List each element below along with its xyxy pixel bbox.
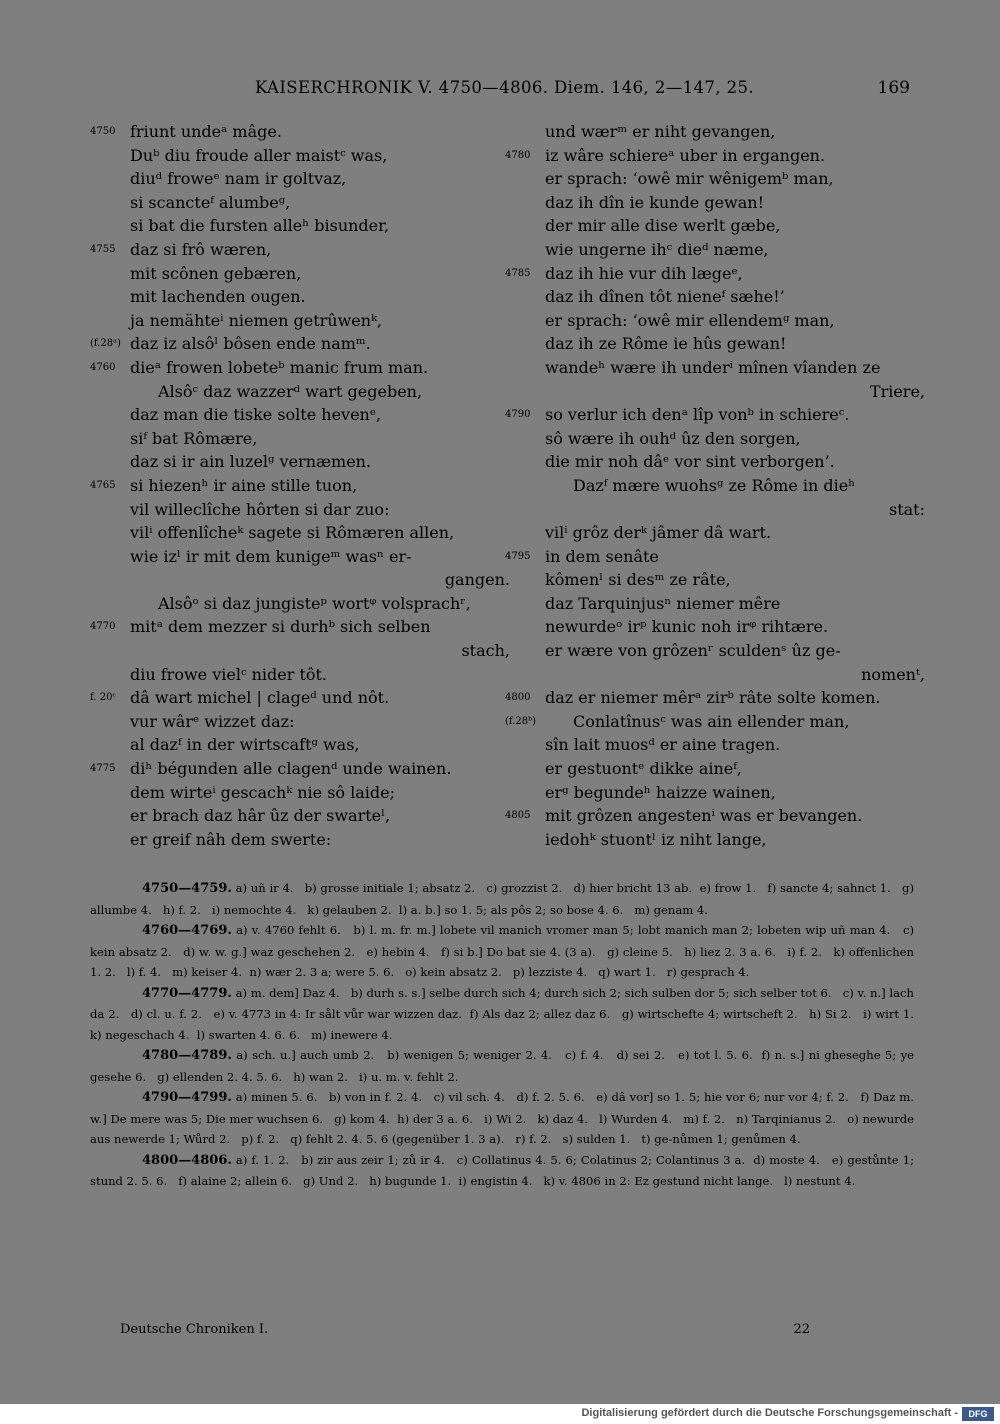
verse-line xyxy=(505,285,925,309)
footnote-block xyxy=(90,1087,918,1150)
line-number: 4760 xyxy=(90,361,116,373)
verse-line xyxy=(505,214,925,238)
verse-text: vilⁱ offenlîcheᵏ sagete si Rômæren allen, xyxy=(130,523,455,543)
line-number: (f.28ᵃ) xyxy=(90,338,121,350)
verse-line xyxy=(505,191,925,215)
verse-text: Conlatînusᶜ was ain ellender man, xyxy=(573,711,850,731)
verse-text: wandeʰ wære ih underⁱ mînen vîanden ze xyxy=(545,357,881,377)
verse-line xyxy=(90,663,510,687)
verse-line xyxy=(90,309,510,333)
verse-text: vilⁱ grôz derᵏ jâmer dâ wart. xyxy=(545,523,772,543)
verse-text: Alsôᵒ si daz jungisteᵖ wortᵠ volsprachʳ, xyxy=(158,593,471,613)
verse-line xyxy=(90,828,510,852)
verse-line xyxy=(505,450,925,474)
verse-line xyxy=(90,450,510,474)
verse-line xyxy=(505,592,925,616)
verse-line xyxy=(505,403,925,427)
verse-line xyxy=(505,474,925,498)
verse-text: Dazᶠ mære wuohsᵍ ze Rôme in dieʰ xyxy=(573,475,856,495)
verse-text: mit lachenden ougen. xyxy=(130,287,306,307)
verse-line xyxy=(90,380,510,404)
verse-text: iz wâre schiereᵃ uber in ergangen. xyxy=(545,145,826,165)
verse-text: mitᵃ dem mezzer si durhᵇ sich selben xyxy=(130,617,431,637)
verse-line xyxy=(505,498,925,522)
footnote-block xyxy=(90,920,918,983)
verse-line xyxy=(505,828,925,852)
verse-text: so verlur ich denᵃ lîp vonᵇ in schiereᶜ. xyxy=(545,405,850,425)
verse-text: er gestuontᵉ dikke aineᶠ, xyxy=(545,759,742,779)
verse-line xyxy=(90,545,510,569)
signature-mark: 22 xyxy=(793,1322,810,1337)
verse-line xyxy=(90,757,510,781)
verse-line xyxy=(90,568,510,592)
verse-line xyxy=(505,545,925,569)
line-number: (f.28ᵇ) xyxy=(505,715,537,727)
verse-text: Alsôᶜ daz wazzerᵈ wart gegeben, xyxy=(158,381,423,401)
footnote-block xyxy=(90,983,926,1046)
verse-line xyxy=(90,120,510,144)
footnote-range: 4770—4779. xyxy=(142,985,232,1001)
footer-series-title: Deutsche Chroniken I. xyxy=(120,1322,269,1337)
verse-text: mit grôzen angestenⁱ was er bevangen. xyxy=(545,806,863,826)
verse-text: ja nemähteⁱ niemen getrûwenᵏ, xyxy=(130,310,382,330)
verse-text: er brach daz hâr ûz der swarteˡ, xyxy=(130,806,391,826)
verse-line xyxy=(90,262,510,286)
verse-line xyxy=(505,615,925,639)
footnote-text: a) sch. u.] auch umb 2. b) wenigen 5; weniger 2. 4. c) f. 4. d) sei 2. e) tot l. 5. 6. f) n. s.] ni gheseghe 5; ye gesehe 6. g) ellenden 2. 4. 5. 6. h) wan 2. i) u. m. v. fehlt 2. xyxy=(90,1048,918,1084)
verse-line xyxy=(90,498,510,522)
verse-line xyxy=(90,238,510,262)
left-text-column xyxy=(90,120,510,851)
verse-line xyxy=(90,733,510,757)
verse-text: er wære von grôzenʳ sculdenˢ ûz ge- xyxy=(545,641,841,661)
verse-text: er greif nâh dem swerte: xyxy=(130,829,332,849)
line-number: 4770 xyxy=(90,621,116,633)
verse-line xyxy=(90,474,510,498)
dfg-logo[interactable]: DFG xyxy=(962,1407,994,1421)
verse-line xyxy=(505,309,925,333)
verse-line xyxy=(505,733,925,757)
verse-line xyxy=(90,639,510,663)
verse-line xyxy=(90,781,510,805)
verse-line xyxy=(90,167,510,191)
verse-line xyxy=(90,403,510,427)
verse-line xyxy=(505,804,925,828)
verse-text: die mir noh dâᵉ vor sint verborgen’. xyxy=(545,452,835,472)
dfg-funding-bar xyxy=(0,1404,1000,1424)
running-header xyxy=(0,78,1000,102)
verse-line xyxy=(505,710,925,734)
verse-text: vur wârᵉ wizzet daz: xyxy=(130,711,295,731)
verse-text: dâ wart michel | clageᵈ und nôt. xyxy=(130,688,390,708)
verse-line xyxy=(90,804,510,828)
verse-text: dem wirteⁱ gescachᵏ nie sô laide; xyxy=(130,782,396,802)
footnote-range: 4800—4806. xyxy=(142,1152,232,1168)
verse-text: und wærᵐ er niht gevangen, xyxy=(545,122,776,141)
verse-line xyxy=(505,238,925,262)
verse-text: nomenᵗ, xyxy=(861,664,925,684)
verse-text: er sprach: ‘owê mir ellendemᵍ man, xyxy=(545,310,835,330)
footnote-text: a) m. dem] Daz 4. b) durh s. s.] selbe durch sich 4; durch sich 2; sich sulben dor 5; sich selber tot 6. c) v. n.] lach da 2. d) cl. u. f. 2. e) v. 4773 in 4: Ir sålt vůr war wizzen daz. f) Als daz 2; allez daz 6. g) wirtschefte 4; wirtscheft 2. h) Si 2. i) wirt 1. k) negeschach 4. l) swarten 4. 6. 6. m) inewere 4. xyxy=(90,985,926,1042)
verse-line xyxy=(505,120,925,144)
verse-line xyxy=(90,686,510,710)
verse-text: er sprach: ‘owê mir wênigemᵇ man, xyxy=(545,169,834,189)
verse-text: daz si ir ain luzelᵍ vernæmen. xyxy=(130,452,372,472)
verse-text: si scancteᶠ alumbeᵍ, xyxy=(130,192,291,212)
verse-text: diʰ bégunden alle clagenᵈ unde wainen. xyxy=(130,759,452,779)
dfg-funding-text: Digitalisierung gefördert durch die Deutsche Forschungsgemeinschaft - xyxy=(581,1407,958,1419)
verse-text: vil willeclîche hôrten si dar zuo: xyxy=(130,499,390,519)
verse-line xyxy=(90,356,510,380)
verse-text: si bat die fursten alleʰ bisunder, xyxy=(130,216,390,236)
running-title: KAISERCHRONIK V. 4750—4806. Diem. 146, 2—147, 25. xyxy=(255,78,755,97)
verse-line xyxy=(90,521,510,545)
verse-text: daz ih dîn ie kunde gewan! xyxy=(545,192,765,212)
verse-line xyxy=(505,639,925,663)
verse-text: si hiezenʰ ir aine stille tuon, xyxy=(130,475,358,495)
footnote-text: a) uñ ir 4. b) grosse initiale 1; absatz 2. c) grozzist 2. d) hier bricht 13 ab. e) frow 1. f) sancte 4; sahnct 1. g) allumbe 4. h) f. 2. i) nemochte 4. k) gelauben 2. l) a. b.] so 1. 5; als pôs 2; so bose 4. 6. m) genam 4. xyxy=(90,881,918,917)
line-number: 4780 xyxy=(505,149,531,161)
verse-text: daz iz alsôˡ bôsen ende namᵐ. xyxy=(130,334,371,354)
footnote-range: 4760—4769. xyxy=(142,923,232,938)
footnote-range: 4780—4789. xyxy=(142,1048,232,1063)
footnote-block xyxy=(90,1045,918,1087)
line-number: 4795 xyxy=(505,550,531,562)
verse-line xyxy=(505,380,925,404)
line-number: 4750 xyxy=(90,126,116,137)
verse-text: daz Tarquinjusⁿ niemer mêre xyxy=(545,593,781,613)
footnote-range: 4790—4799. xyxy=(142,1090,232,1105)
verse-line xyxy=(90,144,510,168)
right-text-column xyxy=(505,120,925,851)
page-number: 169 xyxy=(877,78,910,98)
line-number: 4755 xyxy=(90,243,116,255)
verse-line xyxy=(90,592,510,616)
verse-text: al dazᶠ in der wirtscaftᵍ was, xyxy=(130,735,360,755)
verse-text: newurdeᵒ irᵖ kunic noh irᵠ rihtære. xyxy=(545,617,829,637)
verse-line xyxy=(90,214,510,238)
footnote-block xyxy=(90,878,918,920)
verse-text: daz ih hie vur dih lægeᵉ, xyxy=(545,263,743,283)
footnote-text: a) f. 1. 2. b) zir aus zeir 1; zů ir 4. c) Collatinus 4. 5. 6; Colatinus 2; Colantinus 3 a. d) moste 4. e) gestůnte 1; stund 2. 5. 6. f) alaine 2; allein 6. g) Und 2. h) bugunde 1. i) engistin 4. k) v. 4806 in 2: Ez gestund nicht lange. l) nestunt 4. xyxy=(90,1152,918,1188)
verse-text: wie ungerne ihᶜ dieᵈ næme, xyxy=(545,239,769,259)
verse-text: sô wære ih ouhᵈ ûz den sorgen, xyxy=(545,428,801,448)
verse-line xyxy=(505,781,925,805)
footnote-block xyxy=(90,1150,918,1192)
verse-line xyxy=(90,615,510,639)
verse-line xyxy=(90,427,510,451)
line-number: 4800 xyxy=(505,692,531,704)
critical-apparatus xyxy=(90,878,926,1192)
verse-text: wie izˡ ir mit dem kunigeᵐ wasⁿ er- xyxy=(130,546,412,566)
verse-line xyxy=(505,757,925,781)
verse-text: diuᵈ froweᵉ nam ir goltvaz, xyxy=(130,169,347,189)
verse-line xyxy=(90,191,510,215)
verse-line xyxy=(90,332,510,356)
verse-line xyxy=(90,285,510,309)
line-number: 4765 xyxy=(90,479,116,491)
verse-text: Triere, xyxy=(869,381,925,401)
verse-text: dieᵃ frowen lobeteᵇ manic frum man. xyxy=(130,357,429,377)
verse-line xyxy=(505,427,925,451)
verse-line xyxy=(505,686,925,710)
verse-text: diu frowe vielᶜ nider tôt. xyxy=(130,664,328,684)
verse-line xyxy=(505,262,925,286)
verse-line xyxy=(90,710,510,734)
page-footer xyxy=(120,1322,810,1342)
line-number: 4775 xyxy=(90,763,116,775)
verse-text: kômenˡ si desᵐ ze râte, xyxy=(545,570,731,590)
verse-line xyxy=(505,144,925,168)
verse-line xyxy=(505,521,925,545)
verse-text: stat: xyxy=(889,499,925,519)
line-number: f. 20ᶜ xyxy=(90,692,116,704)
line-number: 4785 xyxy=(505,267,531,279)
verse-line xyxy=(505,356,925,380)
verse-text: iedohᵏ stuontˡ iz niht lange, xyxy=(545,829,767,849)
verse-line xyxy=(505,663,925,687)
verse-text: daz ih ze Rôme ie hûs gewan! xyxy=(545,334,787,354)
verse-text: daz ih dînen tôt nieneᶠ sæhe!’ xyxy=(545,287,785,307)
verse-line xyxy=(505,568,925,592)
verse-text: mit scônen gebæren, xyxy=(130,263,302,283)
verse-text: sîn lait muosᵈ er aine tragen. xyxy=(545,735,781,755)
verse-text: friunt undeᵃ mâge. xyxy=(130,122,282,141)
verse-text: stach, xyxy=(461,641,510,661)
verse-text: Duᵇ diu froude aller maistᶜ was, xyxy=(130,145,388,165)
verse-line xyxy=(505,167,925,191)
footnote-text: a) minen 5. 6. b) von in f. 2. 4. c) vil sch. 4. d) f. 2. 5. 6. e) dâ vor] so 1. 5; hie vor 6; nur vor 4; f. 2. f) Daz m. w.] De mere was 5; Die mer wuchsen 6. g) kom 4. h) der 3 a. 6. i) Wi 2. k) daz 4. l) Wurden 4. m) f. 2. n) Tarqinianus 2. o) newurde aus newerde 1; Wůrd 2. p) f. 2. q) fehlt 2. 4. 5. 6 (gegenüber 1. 3 a). r) f. 2. s) sulden 1. t) ge-nůmen 1; genůmen 4. xyxy=(90,1090,918,1146)
footnote-range: 4750—4759. xyxy=(142,881,232,896)
verse-text: erᵍ begundeʰ haizze wainen, xyxy=(545,782,776,802)
line-number: 4805 xyxy=(505,810,531,822)
line-number: 4790 xyxy=(505,409,531,421)
verse-text: gangen. xyxy=(444,570,510,590)
verse-text: daz er niemer mêrᵃ zirᵇ râte solte komen. xyxy=(545,688,881,708)
verse-text: daz si frô wæren, xyxy=(130,239,272,259)
verse-text: in dem senâte xyxy=(545,546,659,566)
verse-text: der mir alle dise werlt gæbe, xyxy=(545,216,781,236)
verse-text: siᶠ bat Rômære, xyxy=(130,428,258,448)
verse-line xyxy=(505,332,925,356)
footnote-text: a) v. 4760 fehlt 6. b) l. m. fr. m.] lobete vil manich vromer man 5; lobt manich man 2; lobeten wip uñ man 4. c) kein absatz 2. d) w. w. g.] waz geschehen 2. e) hebin 4. f) si b.] Do bat sie 4. (3 a). g) cleine 5. h) liez 2. 3 a. 6. i) f. 2. k) offenlichen 1. 2. l) f. 4. m) keiser 4. n) wær 2. 3 a; were 5. 6. o) kein absatz 2. p) lezziste 4. q) wart 1. r) gesprach 4. xyxy=(90,923,918,979)
verse-text: daz man die tiske solte hevenᵉ, xyxy=(130,405,382,425)
